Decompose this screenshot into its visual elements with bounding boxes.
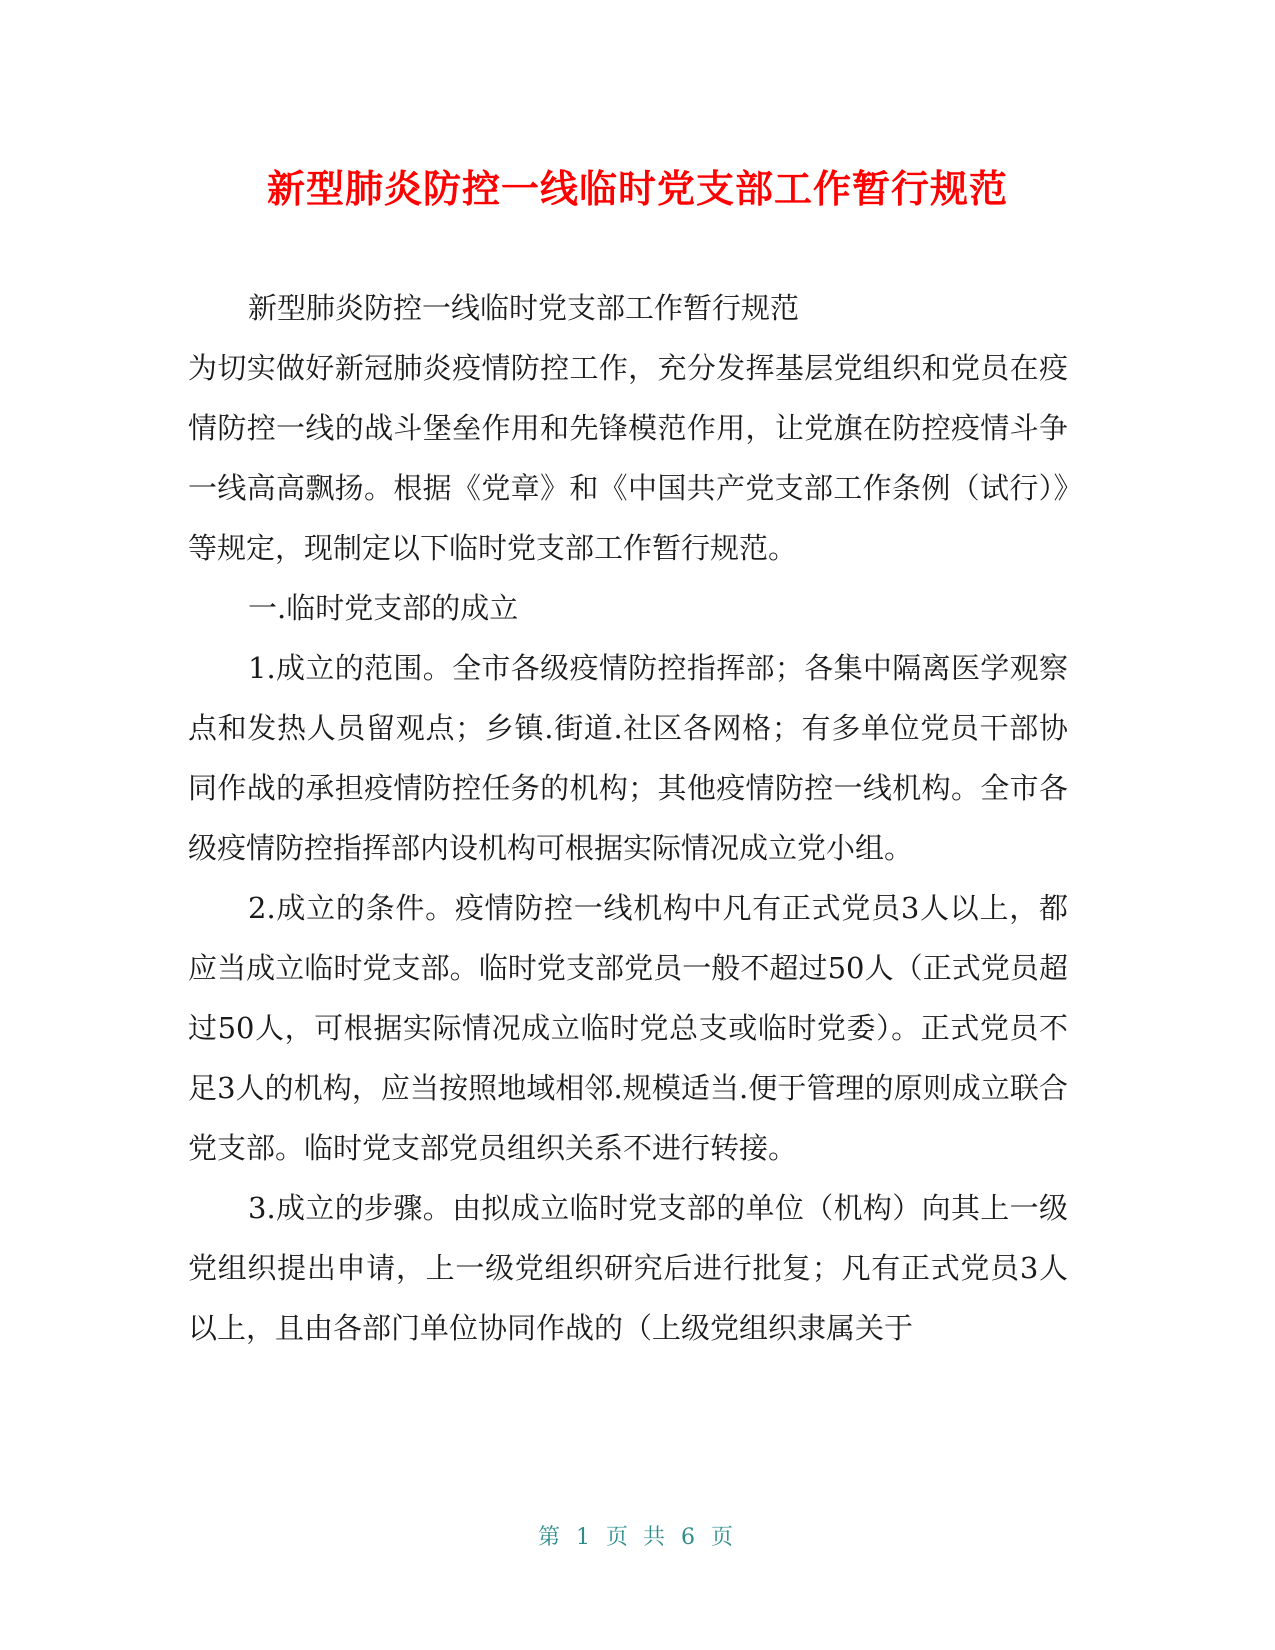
footer-suffix: 页: [711, 1525, 738, 1550]
paragraph-intro: 为切实做好新冠肺炎疫情防控工作，充分发挥基层党组织和党员在疫情防控一线的战斗堡垒作用和先锋模范作用，让党旗在防控疫情斗争一线高高飘扬。根据《党章》和《中国共产党支部工作条例（试行）》等规定，现制定以下临时党支部工作暂行规范。: [188, 351, 1068, 565]
section-heading-1: 一.临时党支部的成立: [248, 591, 519, 625]
total-pages-number: 6: [681, 1525, 699, 1550]
footer-prefix: 第: [537, 1525, 564, 1550]
current-page-number: 1: [576, 1525, 594, 1550]
paragraph-steps: 3.成立的步骤。由拟成立临时党支部的单位（机构）向其上一级党组织提出申请，上一级党组织研究后进行批复；凡有正式党员3人以上，且由各部门单位协同作战的（上级党组织隶属关于: [188, 1191, 1068, 1345]
document-title: 新型肺炎防控一线临时党支部工作暂行规范: [266, 167, 1008, 211]
paragraph-conditions: 2.成立的条件。疫情防控一线机构中凡有正式党员3人以上，都应当成立临时党支部。临时党支部党员一般不超过50人（正式党员超过50人，可根据实际情况成立临时党总支或临时党委）。正式党员不足3人的机构，应当按照地域相邻.规模适当.便于管理的原则成立联合党支部。临时党支部党员组织关系不进行转接。: [188, 891, 1068, 1165]
document-body: [188, 278, 1068, 1358]
paragraph-scope: 1.成立的范围。全市各级疫情防控指挥部；各集中隔离医学观察点和发热人员留观点；乡镇.街道.社区各网格；有多单位党员干部协同作战的承担疫情防控任务的机构；其他疫情防控一线机构。全市各级疫情防控指挥部内设机构可根据实际情况成立党小组。: [188, 651, 1068, 865]
paragraph-subtitle: 新型肺炎防控一线临时党支部工作暂行规范: [248, 291, 800, 325]
page-footer: [0, 1520, 1275, 1551]
footer-mid: 页 共: [606, 1525, 669, 1550]
